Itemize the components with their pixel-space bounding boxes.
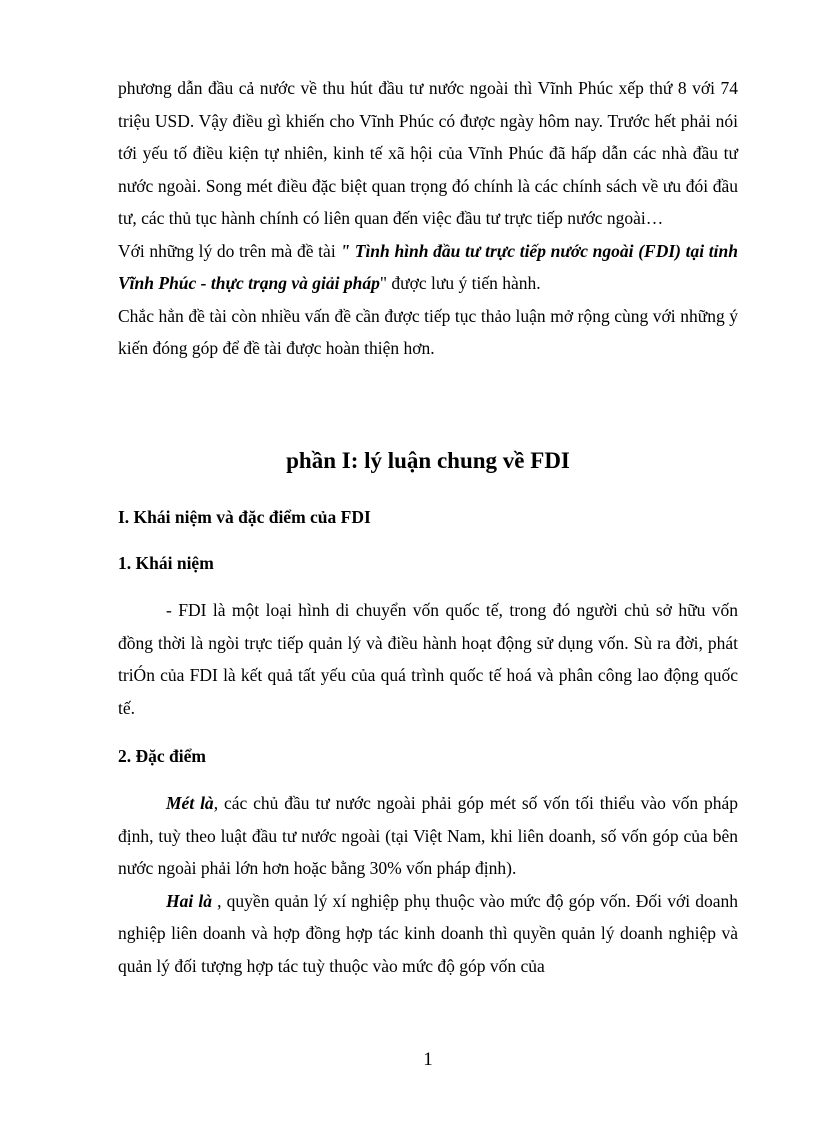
intro-paragraph-3: Chắc hẳn đề tài còn nhiều vấn đề cần được tiếp tục thảo luận mở rộng cùng với những ý kiến đóng góp để đề tài được hoàn thiện hơn. — [118, 305, 738, 358]
section-heading-1: I. Khái niệm và đặc điểm của FDI — [118, 507, 371, 527]
intro-paragraph-2-lead: Với những lý do trên mà đề tài — [118, 240, 341, 261]
characteristic-1-lead: Mét là — [166, 793, 214, 813]
intro-block — [118, 72, 738, 365]
characteristic-paragraph-1 — [118, 787, 738, 885]
intro-paragraph-1: phương dẫn đầu cả nước về thu hút đầu tư nước ngoài thì Vĩnh Phúc xếp thứ 8 với 74 triệu USD. Vậy điều gì khiến cho Vĩnh Phúc có được ngày hôm nay. Trước hết phải nói tới yếu tố điều kiện tự nhiên, kinh tế xã hội của Vĩnh Phúc đã hấp dẫn các nhà đầu tư nước ngoài. Song mét điều đặc biệt quan trọng đó chính là các chính sách về ưu đói đầu tư, các thủ tục hành chính có liên quan đến việc đầu tư trực tiếp nước ngoài… — [118, 78, 738, 228]
concept-paragraph: - FDI là một loại hình di chuyển vốn quốc tế, trong đó người chủ sở hữu vốn đồng thời là ngòi trực tiếp quản lý và điều hành hoạt động sử dụng vốn. Sù ra đời, phát triÓn của FDI là kết quả tất yếu của quá trình quốc tế hoá và phân công lao động quốc tế. — [118, 600, 738, 718]
characteristics-block — [118, 787, 738, 982]
page-number: 1 — [423, 1049, 433, 1070]
intro-paragraph-2-tail: " được lưu ý tiến hành. — [379, 273, 541, 293]
part-title: phần I: lý luận chung về FDI — [286, 448, 570, 473]
subsection-heading-concept: 1. Khái niệm — [118, 553, 214, 573]
characteristic-paragraph-2 — [118, 885, 738, 983]
subsection-heading-characteristics: 2. Đặc điểm — [118, 746, 206, 766]
thesis-title: " Tình hình đầu tư trực tiếp nước ngoài (FDI) tại tỉnh Vĩnh Phúc - thực trạng và giải pháp — [118, 240, 738, 293]
intro-paragraph-2 — [118, 235, 738, 300]
concept-block — [118, 594, 738, 724]
characteristic-2-lead: Hai là — [166, 890, 212, 911]
characteristic-1-text: , các chủ đầu tư nước ngoài phải góp mét số vốn tối thiểu vào vốn pháp định, tuỳ theo luật đầu tư nước ngoài (tại Việt Nam, khi liên doanh, số vốn góp của bên nước ngoài phải lớn hơn hoặc bằng 30% vốn pháp định). — [118, 793, 738, 878]
characteristic-2-text: , quyền quản lý xí nghiệp phụ thuộc vào mức độ góp vốn. Đối với doanh nghiệp liên doanh và hợp đồng hợp tác kinh doanh thì quyền quản lý doanh nghiệp và quản lý đối tượng hợp tác tuỳ thuộc vào mức độ góp vốn của — [118, 890, 738, 976]
